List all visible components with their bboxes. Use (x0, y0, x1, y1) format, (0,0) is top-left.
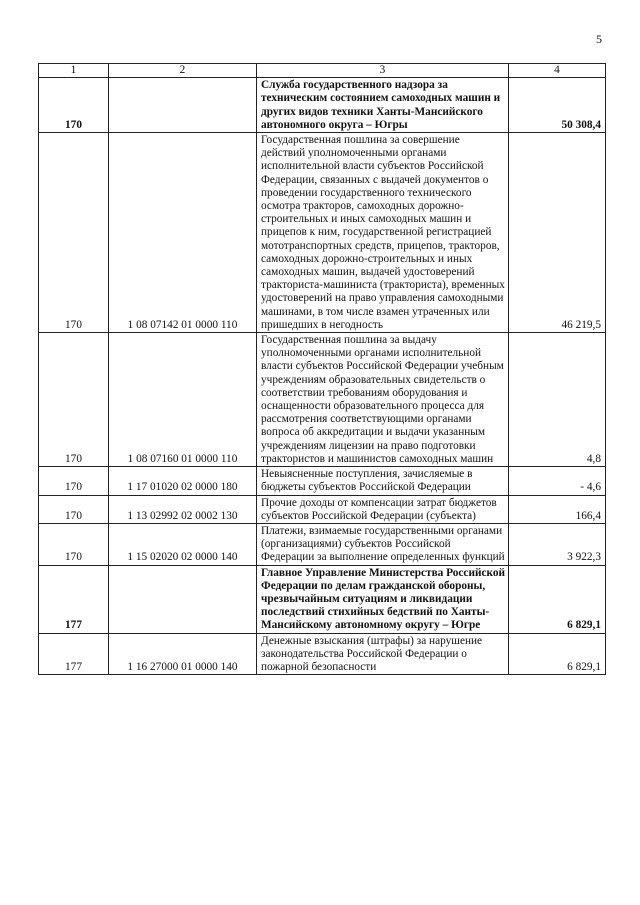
table-row (39, 467, 606, 495)
name-cell: Государственная пошлина за совершение действий уполномоченными органами исполнительной власти субъектов Российской Федерации, связанных с выдачей документов о проведении государственного технического осмотра тракторов, самоходных дорожно-строительных и иных самоходных машин и прицепов к ним, государственной регистрацией мототранспортных средств, прицепов, тракторов, самоходных дорожно-строительных и иных самоходных машин, выдачей удостоверений тракториста-машиниста (тракториста), временных удостоверений на право управления самоходными машинами, в том числе взамен утраченных или пришедших в негодность (257, 133, 509, 333)
kbk-cell: 1 08 07142 01 0000 110 (109, 133, 257, 333)
amount-cell: 3 922,3 (509, 523, 606, 565)
kbk-cell (109, 565, 257, 633)
admin-code-cell: 177 (39, 633, 109, 675)
admin-code-cell: 170 (39, 133, 109, 333)
amount-cell: 6 829,1 (509, 633, 606, 675)
header-col-2: 2 (109, 64, 257, 78)
revenue-table (38, 63, 606, 675)
amount-cell: 6 829,1 (509, 565, 606, 633)
header-col-4: 4 (509, 64, 606, 78)
table-header-row (39, 64, 606, 78)
name-cell: Денежные взыскания (штрафы) за нарушение законодательства Российской Федерации о пожарной безопасности (257, 633, 509, 675)
amount-cell: 166,4 (509, 495, 606, 523)
amount-cell: 50 308,4 (509, 78, 606, 133)
table-row (39, 495, 606, 523)
amount-cell: 46 219,5 (509, 133, 606, 333)
name-cell: Прочие доходы от компенсации затрат бюджетов субъектов Российской Федерации (субъекта) (257, 495, 509, 523)
header-col-3: 3 (257, 64, 509, 78)
name-cell: Государственная пошлина за выдачу уполномоченными органами исполнительной власти субъектов Российской Федерации учебным учреждениям образовательных свидетельств о соответствии требованиям оборудования и оснащенности образовательного процесса для рассмотрения соответствующими органами вопроса об аккредитации и выдачи указанным учреждениям лицензии на право подготовки трактористов и машинистов самоходных машин (257, 333, 509, 467)
table-row (39, 565, 606, 633)
table-row (39, 633, 606, 675)
admin-code-cell: 170 (39, 333, 109, 467)
kbk-cell: 1 13 02992 02 0002 130 (109, 495, 257, 523)
amount-cell: - 4,6 (509, 467, 606, 495)
header-col-1: 1 (39, 64, 109, 78)
admin-code-cell: 170 (39, 523, 109, 565)
admin-code-cell: 170 (39, 495, 109, 523)
name-cell: Платежи, взимаемые государственными органами (организациями) субъектов Российской Федерации за выполнение определенных функций (257, 523, 509, 565)
table-row (39, 333, 606, 467)
amount-cell: 4,8 (509, 333, 606, 467)
name-cell: Невыясненные поступления, зачисляемые в бюджеты субъектов Российской Федерации (257, 467, 509, 495)
name-cell: Главное Управление Министерства Российской Федерации по делам гражданской обороны, чрезвычайным ситуациям и ликвидации последствий стихийных бедствий по Ханты-Мансийскому автономному округу – Югре (257, 565, 509, 633)
kbk-cell (109, 78, 257, 133)
kbk-cell: 1 16 27000 01 0000 140 (109, 633, 257, 675)
admin-code-cell: 170 (39, 467, 109, 495)
table-row (39, 523, 606, 565)
table-row (39, 78, 606, 133)
kbk-cell: 1 08 07160 01 0000 110 (109, 333, 257, 467)
admin-code-cell: 170 (39, 78, 109, 133)
admin-code-cell: 177 (39, 565, 109, 633)
page-number: 5 (596, 32, 602, 46)
name-cell: Служба государственного надзора за техническим состоянием самоходных машин и других видов техники Ханты-Мансийского автономного округа – Югры (257, 78, 509, 133)
table-row (39, 133, 606, 333)
kbk-cell: 1 17 01020 02 0000 180 (109, 467, 257, 495)
kbk-cell: 1 15 02020 02 0000 140 (109, 523, 257, 565)
